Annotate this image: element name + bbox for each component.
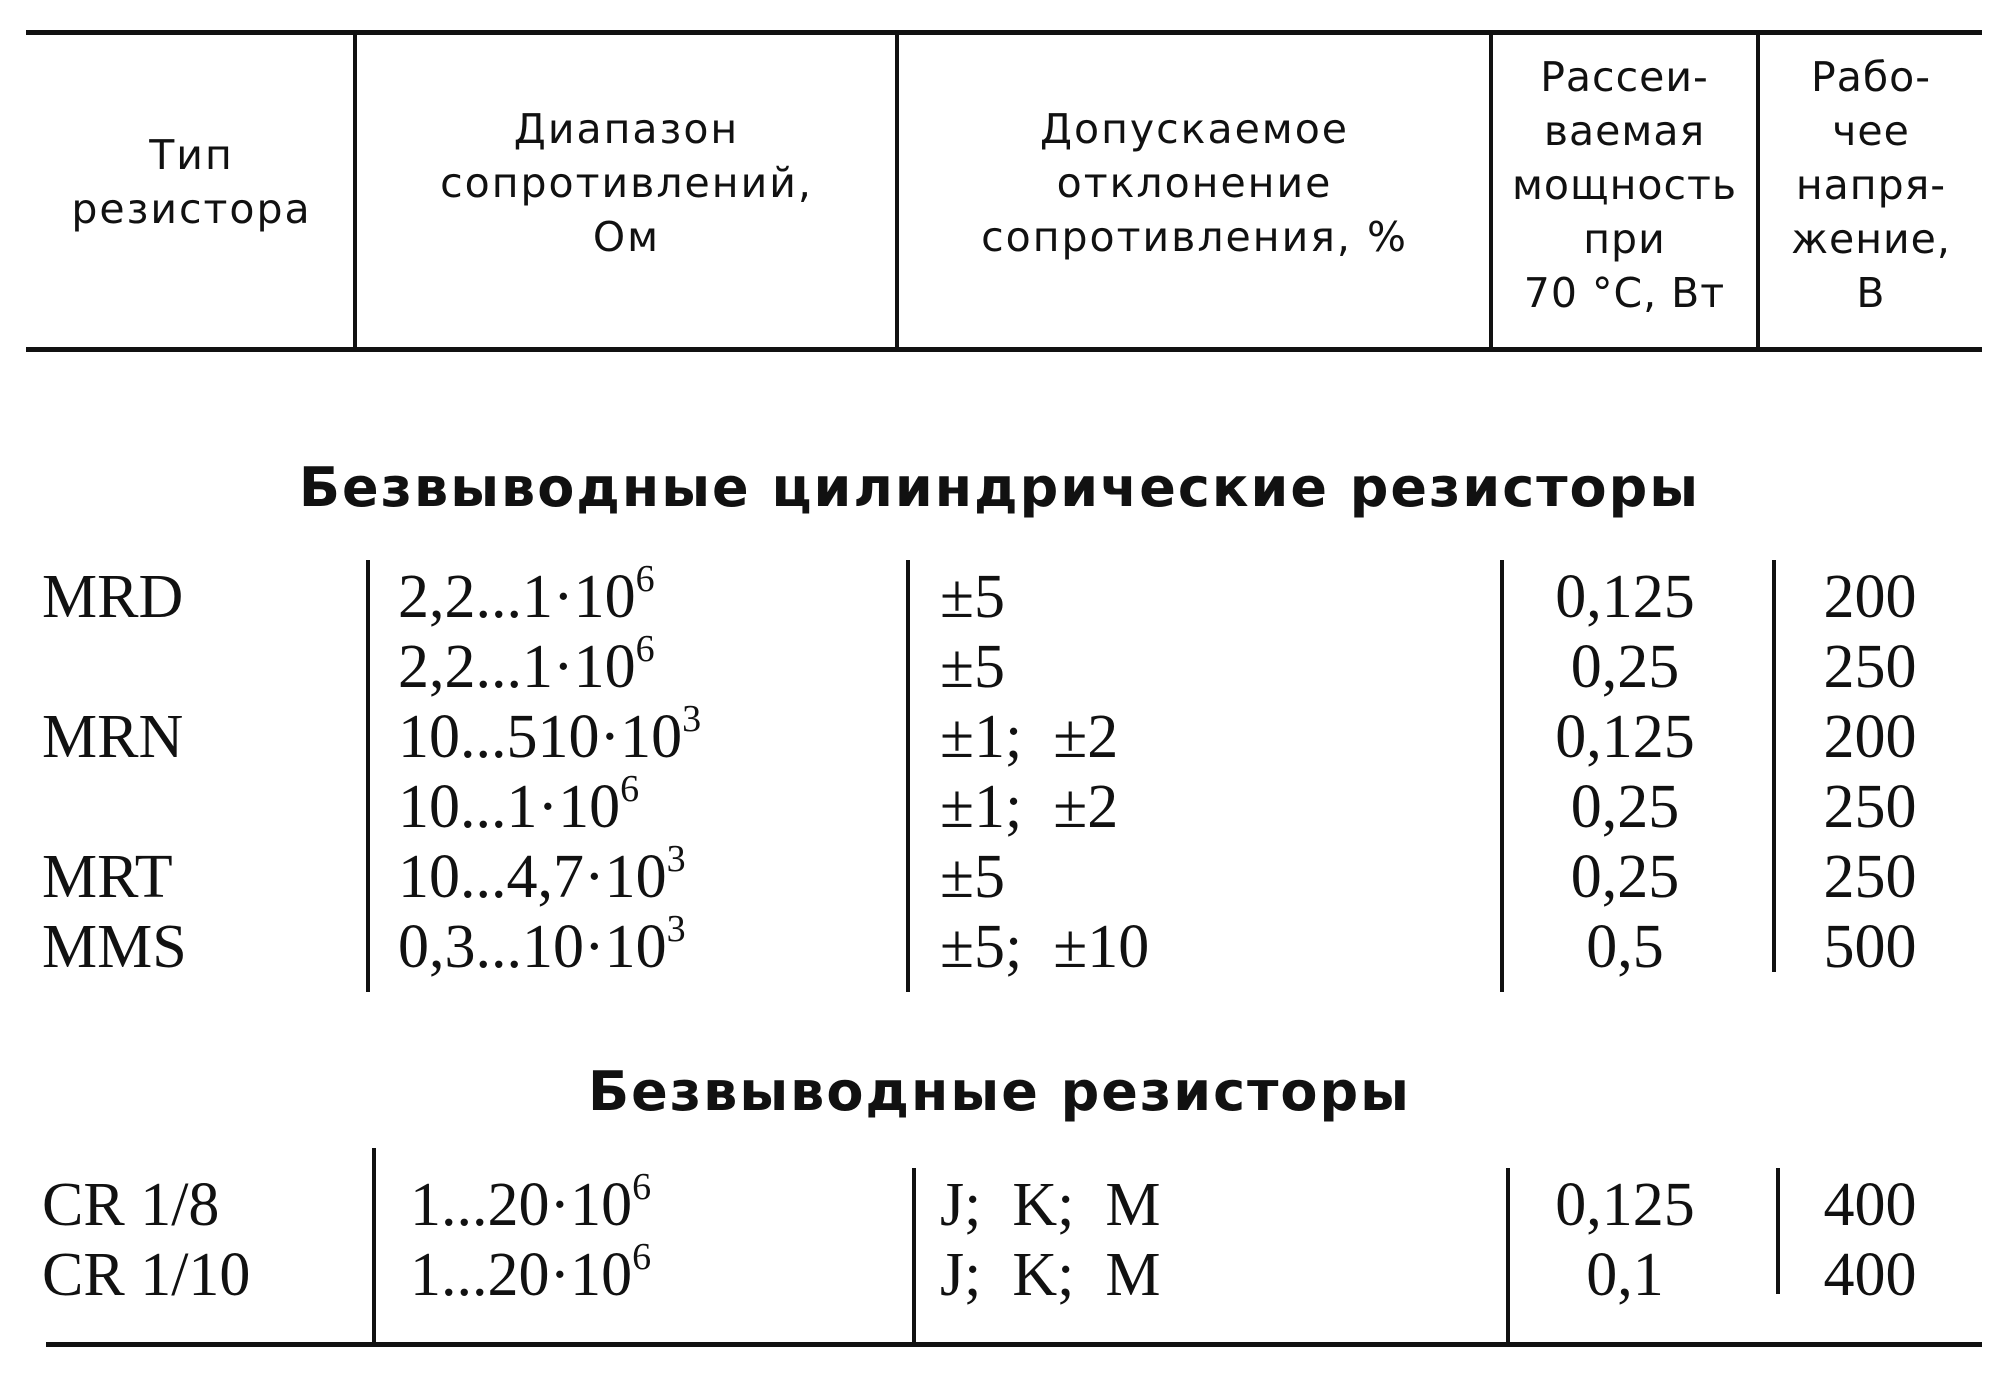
header-tolerance: Допускаемое отклонение сопротивления, % — [981, 105, 1408, 261]
cell-tolerance: J; K; M — [940, 1171, 1161, 1239]
header-divider-1 — [353, 30, 357, 350]
header-type: Тип резистора — [71, 131, 312, 233]
cell-voltage: 200 — [1823, 563, 1917, 631]
cell-power: 0,5 — [1586, 913, 1664, 981]
cell-tolerance: ±5 — [940, 633, 1006, 701]
table-row — [0, 698, 1999, 772]
cell-power: 0,25 — [1570, 633, 1680, 701]
table-row — [0, 838, 1999, 912]
table-row — [0, 558, 1999, 632]
header-divider-2 — [895, 30, 899, 350]
cell-tolerance: J; K; M — [940, 1241, 1161, 1309]
cell-voltage: 250 — [1823, 633, 1917, 701]
header-bottom-rule — [26, 347, 1982, 352]
table-row — [0, 908, 1999, 982]
cell-range: $2,2...1\cdot 10^6$ — [398, 628, 655, 701]
cell-power: 0,125 — [1555, 563, 1695, 631]
table-row — [0, 1166, 1999, 1240]
cell-tolerance: ±5; ±10 — [940, 913, 1150, 981]
table-row — [0, 1236, 1999, 1310]
cell-voltage: 400 — [1823, 1171, 1917, 1239]
cell-power: 0,125 — [1555, 703, 1695, 771]
cell-range: $10...4,7\cdot 10^3$ — [398, 838, 686, 911]
cell-power: 0,25 — [1570, 843, 1680, 911]
cell-range: $10...510\cdot 10^3$ — [398, 698, 702, 771]
cell-range: $10...1\cdot 10^6$ — [398, 768, 640, 841]
cell-tolerance: ±5 — [940, 563, 1006, 631]
cell-range: $0,3...10\cdot 10^3$ — [398, 908, 686, 981]
table-row — [0, 628, 1999, 702]
cell-type: MMS — [42, 913, 187, 981]
section-title: Безвыводные цилиндрические резисторы — [298, 456, 1701, 519]
cell-type: CR 1/8 — [42, 1171, 220, 1239]
cell-voltage: 250 — [1823, 843, 1917, 911]
cell-type: MRD — [42, 563, 184, 631]
cell-type: MRT — [42, 843, 173, 911]
cell-voltage: 400 — [1823, 1241, 1917, 1309]
cell-range: $1...20\cdot 10^6$ — [410, 1236, 652, 1309]
cell-voltage: 250 — [1823, 773, 1917, 841]
table-bottom-rule — [46, 1342, 1982, 1347]
header-voltage: Рабо- чее напря- жение, В — [1791, 53, 1951, 317]
cell-range: $1...20\cdot 10^6$ — [410, 1166, 652, 1239]
cell-type: CR 1/10 — [42, 1241, 251, 1309]
cell-tolerance: ±1; ±2 — [940, 703, 1119, 771]
header-range: Диапазон сопротивлений, Ом — [440, 105, 813, 261]
header-top-rule — [26, 30, 1982, 35]
cell-range: $2,2...1\cdot 10^6$ — [398, 558, 655, 631]
section-title: Безвыводные резисторы — [588, 1060, 1411, 1123]
cell-power: 0,125 — [1555, 1171, 1695, 1239]
cell-type: MRN — [42, 703, 184, 771]
cell-voltage: 500 — [1823, 913, 1917, 981]
cell-tolerance: ±1; ±2 — [940, 773, 1119, 841]
cell-voltage: 200 — [1823, 703, 1917, 771]
cell-power: 0,1 — [1586, 1241, 1664, 1309]
table-row — [0, 768, 1999, 842]
cell-tolerance: ±5 — [940, 843, 1006, 911]
cell-power: 0,25 — [1570, 773, 1680, 841]
header-power: Рассеи- ваемая мощность при 70 °С, Вт — [1511, 53, 1738, 317]
